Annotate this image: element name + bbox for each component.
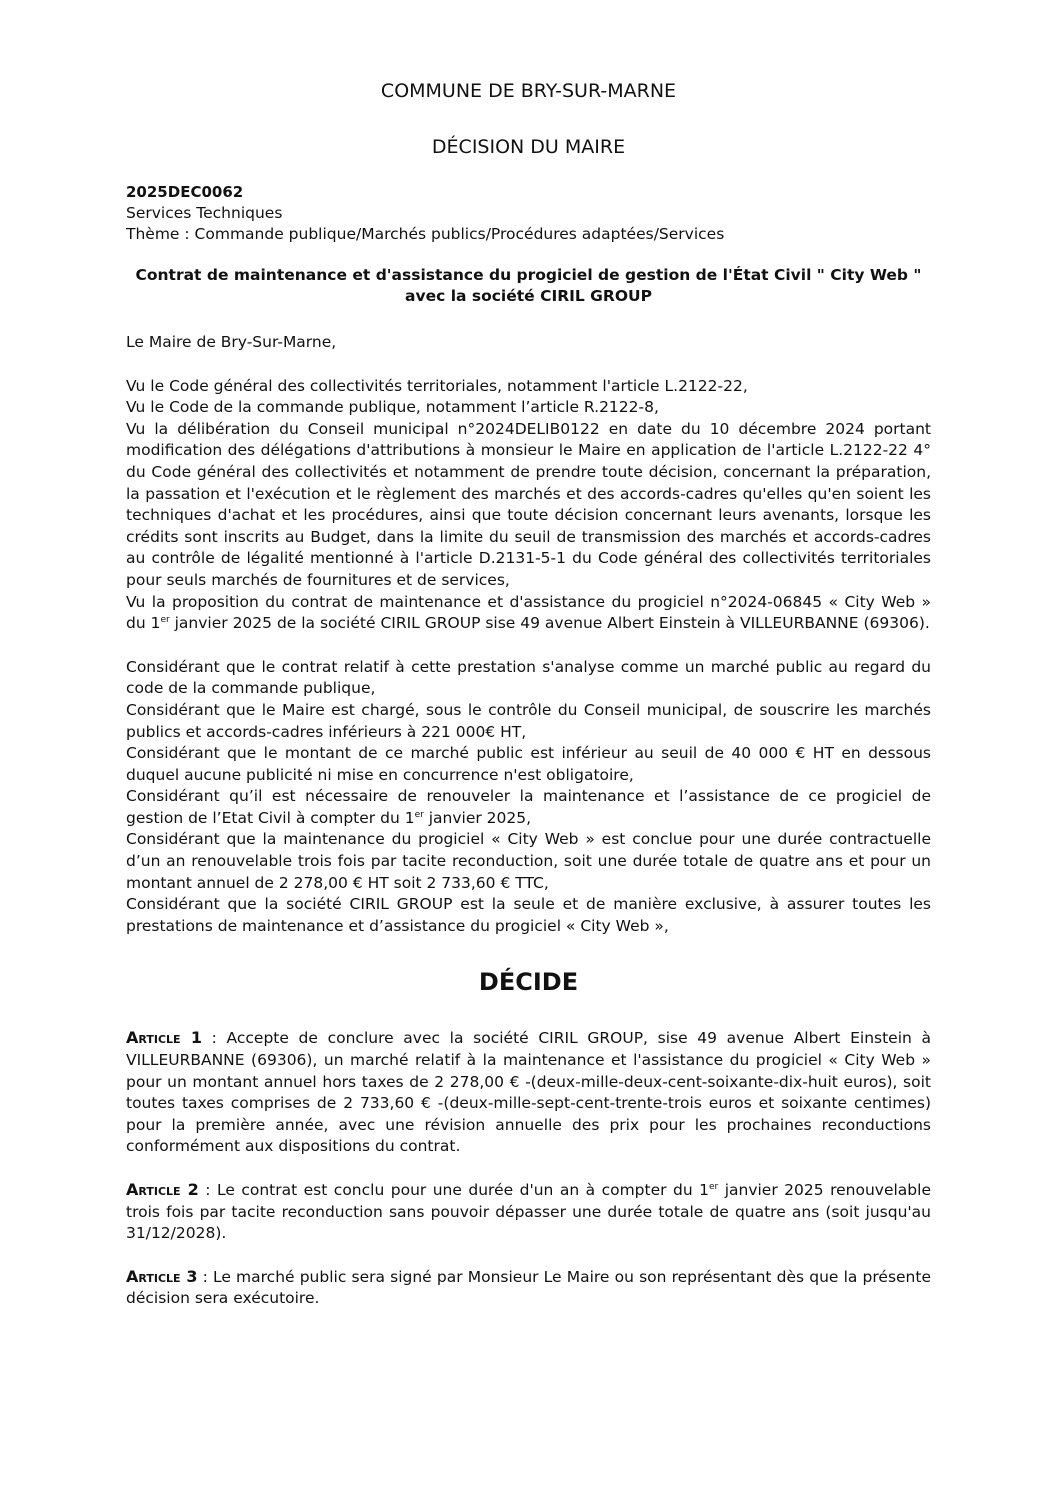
- article-label: Article 3: [126, 1266, 198, 1286]
- vu-item: Vu le Code de la commande publique, notamment l’article R.2122-8,: [126, 398, 659, 417]
- vu-item: Vu la délibération du Conseil municipal n°2024DELIB0122 en date du 10 décembre 2024 portant modification des délégations d'attributions à monsieur le Maire en application de l'article L.2122-22 4° du Code général des collectivités et notamment de prendre toute décision, concernant la préparation, la passation et l'exécution et le règlement des marchés et des accords-cadres qu'elles qu'en soient les techniques d'achat et les procédures, ainsi que toute décision concernant leurs avenants, lorsque les crédits sont inscrits au Budget, dans la limite du seuil de transmission des marchés et accords-cadres au contrôle de légalité mentionné à l'article D.2131-5-1 du Code général des collectivités territoriales pour seuls marchés de fournitures et de services,: [126, 419, 931, 589]
- considerant-section: [126, 657, 931, 938]
- subject-line-2: avec la société CIRIL GROUP: [405, 287, 652, 305]
- considerant-item: Considérant que le Maire est chargé, sous le contrôle du Conseil municipal, de souscrire les marchés publics et accords-cadres inférieurs à 221 000€ HT,: [126, 700, 931, 741]
- vu-item: Vu le Code général des collectivités territoriales, notamment l'article L.2122-22,: [126, 376, 748, 395]
- decision-reference: 2025DEC0062: [126, 183, 244, 201]
- article-text: : Accepte de conclure avec la société CIRIL GROUP, sise 49 avenue Albert Einstein à VILLEURBANNE (69306), un marché relatif à la maintenance et l'assistance du progiciel « City Web » pour un montant annuel hors taxes de 2 278,00 € -(deux-mille-deux-cent-soixante-dix-huit euros), soit toutes taxes comprises de 2 733,60 € -(deux-mille-sept-cent-trente-trois euros et soixante centimes) pour la première année, avec une révision annuelle des prix pour les prochaines reconductions conformément aux dispositions du contrat.: [126, 1029, 931, 1156]
- article-text-end: janvier 2025 renouvelable trois fois par tacite reconduction sans pouvoir dépasser une durée totale de quatre ans (soit jusqu'au 31/12/2028).: [126, 1181, 931, 1243]
- theme-line: Thème : Commande publique/Marchés publics/Procédures adaptées/Services: [126, 225, 725, 243]
- article-text: : Le marché public sera signé par Monsieur Le Maire ou son représentant dès que la présente décision sera exécutoire.: [126, 1267, 931, 1308]
- decision-subject: [126, 265, 931, 307]
- vu-proposition-text-end: janvier 2025 de la société CIRIL GROUP sise 49 avenue Albert Einstein à VILLEURBANNE (69306).: [169, 614, 930, 633]
- document-page: [126, 78, 931, 1310]
- decide-heading: DÉCIDE: [478, 968, 579, 997]
- considerant-renouveler-text: Considérant qu’il est nécessaire de renouveler la maintenance et l’assistance de ce progiciel de gestion de l’Etat Civil à compter du 1: [126, 787, 931, 827]
- considerant-item: Considérant que la société CIRIL GROUP est la seule et de manière exclusive, à assurer toutes les prestations de maintenance et d’assistance du progiciel « City Web »,: [126, 895, 931, 935]
- considerant-item: Considérant que le contrat relatif à cette prestation s'analyse comme un marché public au regard du code de la commande publique,: [126, 657, 931, 698]
- ordinal-suffix: er: [160, 615, 170, 626]
- article-text: : Le contrat est conclu pour une durée d'un an à compter du 1: [198, 1181, 709, 1199]
- subject-line-1: Contrat de maintenance et d'assistance du progiciel de gestion de l'État Civil " City Web ": [135, 266, 922, 284]
- article-1: [126, 1027, 931, 1158]
- article-label: Article 2: [126, 1180, 199, 1199]
- vu-section: [126, 376, 931, 635]
- vu-proposition: [126, 592, 931, 635]
- intro-line: Le Maire de Bry-Sur-Marne,: [126, 333, 337, 351]
- vu-proposition-text: Vu la proposition du contrat de maintenance et d'assistance du progiciel n°2024-06845 « City Web » du 1: [126, 592, 931, 633]
- considerant-item: Considérant que la maintenance du progiciel « City Web » est conclue pour une durée contractuelle d’un an renouvelable trois fois par tacite reconduction, soit une durée totale de quatre ans et pour un montant annuel de 2 278,00 € HT soit 2 733,60 € TTC,: [126, 830, 931, 892]
- considerant-renouveler: [126, 786, 931, 829]
- service-name: Services Techniques: [126, 204, 283, 222]
- considerant-item: Considérant que le montant de ce marché public est inférieur au seuil de 40 000 € HT en dessous duquel aucune publicité ni mise en concurrence n'est obligatoire,: [126, 744, 931, 784]
- ordinal-suffix: er: [414, 809, 424, 820]
- article-3: [126, 1266, 931, 1310]
- articles-section: [126, 1027, 931, 1310]
- commune-title: COMMUNE DE BRY-SUR-MARNE: [380, 80, 677, 102]
- decision-title: DÉCISION DU MAIRE: [431, 136, 626, 158]
- article-label: Article 1: [126, 1028, 202, 1048]
- article-2: [126, 1179, 931, 1245]
- considerant-renouveler-text-end: janvier 2025,: [423, 808, 532, 827]
- ordinal-suffix: er: [708, 1182, 719, 1192]
